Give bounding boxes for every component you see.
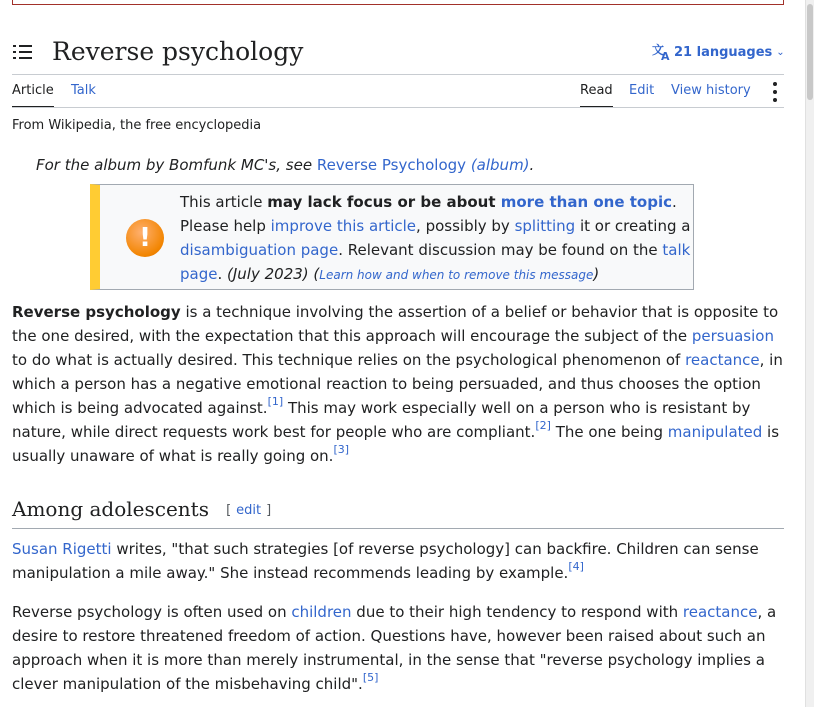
citation-1[interactable]: [1] <box>267 395 284 408</box>
hatnote <box>36 153 534 177</box>
hatnote-link[interactable] <box>317 156 530 174</box>
citation-5[interactable]: [5] <box>362 671 379 684</box>
text: . Please help <box>180 193 677 235</box>
issue-date: (July 2023) <box>227 265 309 283</box>
bracket: [ <box>226 503 232 518</box>
scrollbar-thumb[interactable] <box>807 4 813 100</box>
talk-page-link[interactable]: talk page <box>180 241 691 283</box>
text: , possibly by <box>416 217 515 235</box>
paragraph-children <box>12 600 786 696</box>
svg-text:文: 文 <box>652 43 665 57</box>
text: is usually unaware of what is really going on. <box>12 423 780 465</box>
hatnote-text: For the album by Bomfunk MC's, see <box>36 156 317 174</box>
text: writes, "that such strategies [of reverse psychology] can backfire. Children can sense manipulation a mile away." She instead recommends leading by example. <box>12 540 759 582</box>
citation-4[interactable]: [4] <box>568 560 584 573</box>
hatnote-link-suffix: (album) <box>470 156 530 174</box>
text: . Relevant discussion may be found on the <box>338 241 663 259</box>
ellipsis-vertical-icon <box>766 82 784 102</box>
more-tools-button[interactable] <box>766 78 784 104</box>
translate-icon <box>652 43 672 61</box>
tab-read[interactable]: Read <box>580 83 613 98</box>
bracket: ] <box>266 503 272 518</box>
toc-button[interactable] <box>12 42 34 62</box>
edit-section-link[interactable]: edit <box>236 503 262 518</box>
paragraph-rigetti <box>12 537 786 585</box>
tab-article[interactable]: Article <box>12 83 54 98</box>
hatnote-end: . <box>529 156 535 174</box>
children-link[interactable]: children <box>291 603 352 621</box>
text: . <box>217 265 228 283</box>
disambiguation-page-link[interactable]: disambiguation page <box>180 241 339 259</box>
list-icon <box>12 42 34 62</box>
text: This may work especially well on a person who is resistant by nature, while direct requests work best for people who are compliant. <box>12 399 751 441</box>
citation-3[interactable]: [3] <box>333 443 350 456</box>
intro-paragraph <box>12 300 786 468</box>
text: it or creating a <box>575 217 691 235</box>
text: This article <box>180 193 268 211</box>
text: , a desire to restore threatened freedom of action. Questions have, however been raised about such an approach when it is more than merely instrumental, in the sense that "reverse psychology implies a clever manipulation of the misbehaving child". <box>12 603 777 693</box>
tagline: From Wikipedia, the free encyclopedia <box>12 118 262 133</box>
issue-box <box>90 184 694 290</box>
learn-remove-message-link[interactable]: Learn how and when to remove this message <box>319 268 594 282</box>
text: ( <box>308 265 320 283</box>
text: Reverse psychology is often used on <box>12 603 292 621</box>
text: to do what is actually desired. This technique relies on the psychological phenomenon of <box>12 351 686 369</box>
tabs-divider <box>12 74 784 75</box>
splitting-link[interactable]: splitting <box>514 217 576 235</box>
top-banner <box>12 0 784 5</box>
text: due to their high tendency to respond with <box>351 603 683 621</box>
persuasion-link[interactable]: persuasion <box>691 327 774 345</box>
citation-2[interactable]: [2] <box>535 419 551 432</box>
reactance-link[interactable]: reactance <box>685 351 760 369</box>
susan-rigetti-link[interactable]: Susan Rigetti <box>12 540 112 558</box>
hatnote-link-text: Reverse Psychology <box>316 156 467 174</box>
manipulated-link[interactable]: manipulated <box>667 423 763 441</box>
text: , in which a person has a negative emotional reaction to being persuaded, and thus chooses the option which is being advocated against. <box>12 351 783 417</box>
exclamation-icon: ! <box>126 219 164 257</box>
reactance-link-2[interactable]: reactance <box>682 603 758 621</box>
languages-label: 21 languages <box>674 44 773 60</box>
text: The one being <box>550 423 668 441</box>
svg-text:A: A <box>661 50 670 61</box>
scrollbar[interactable] <box>805 0 814 707</box>
tab-edit[interactable]: Edit <box>629 83 655 98</box>
improve-article-link[interactable]: improve this article <box>270 217 417 235</box>
text: ) <box>593 265 600 283</box>
edit-section <box>226 503 271 518</box>
section-title: Among adolescents <box>12 497 209 521</box>
tab-view-history[interactable]: View history <box>671 83 751 98</box>
issue-box-text <box>180 190 700 287</box>
text: may lack focus or be about <box>267 193 501 211</box>
text: is a technique involving the assertion of a belief or behavior that is opposite to the one desired, with the expectation that this approach will encourage the subject of the <box>12 303 779 345</box>
language-button[interactable] <box>652 42 785 62</box>
page-title: Reverse psychology <box>52 37 304 66</box>
tabs-bottom-border <box>12 107 784 108</box>
section-heading <box>12 494 784 529</box>
bold-term: Reverse psychology <box>12 303 181 321</box>
tab-talk[interactable]: Talk <box>71 83 96 98</box>
chevron-down-icon: ⌄ <box>776 46 785 58</box>
more-than-one-topic-link[interactable]: more than one topic <box>500 193 672 211</box>
